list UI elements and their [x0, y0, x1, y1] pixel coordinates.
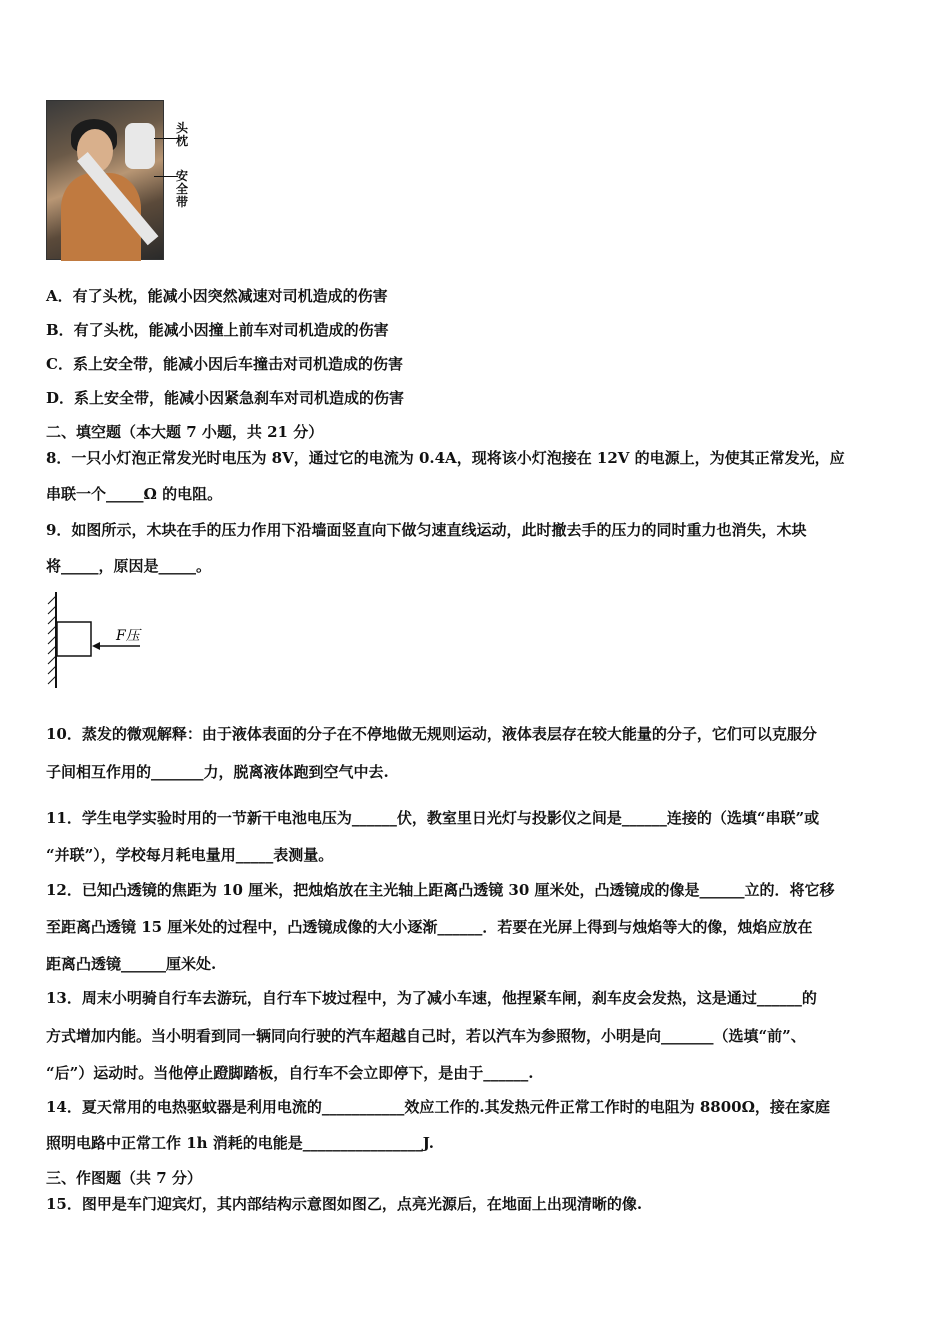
q7-option-d: D．系上安全带，能减小因紧急刹车对司机造成的伤害	[46, 389, 405, 407]
q9-line2: 将_____，原因是_____。	[46, 557, 212, 575]
wall-hatching	[48, 596, 56, 684]
label-headrest: 头枕	[176, 121, 189, 148]
q13-line3: “后”）运动时。当他停止蹬脚踏板，自行车不会立即停下，是由于______.	[46, 1064, 534, 1082]
section2-title: 二、填空题（本大题 7 小题，共 21 分）	[46, 423, 324, 441]
q12-line2: 至距离凸透镜 15 厘米处的过程中，凸透镜成像的大小逐渐______．若要在光屏上得到与烛焰等大的像，烛焰应放在	[46, 918, 813, 936]
section3-title: 三、作图题（共 7 分）	[46, 1169, 202, 1187]
q11-line2: “并联”），学校每月耗电量用_____表测量。	[46, 846, 334, 864]
force-label: F压	[116, 628, 140, 644]
headrest-shape	[125, 123, 155, 169]
q13-line1: 13．周末小明骑自行车去游玩，自行车下坡过程中，为了减小车速，他捏紧车闸，刹车皮会发热，这是通过______的	[46, 989, 817, 1007]
q8-line1: 8．一只小灯泡正常发光时电压为 8V，通过它的电流为 0.4A，现将该小灯泡接在 12V 的电源上，为使其正常发光，应	[46, 449, 845, 467]
q7-option-a: A．有了头枕，能减小因突然减速对司机造成的伤害	[46, 287, 388, 305]
wooden-block	[57, 622, 91, 656]
block-wall-figure	[44, 590, 154, 690]
q12-line1: 12．已知凸透镜的焦距为 10 厘米，把烛焰放在主光轴上距离凸透镜 30 厘米处，凸透镜成的像是______立的．将它移	[46, 881, 835, 899]
headrest-leader-line	[154, 138, 178, 139]
q11-line1: 11．学生电学实验时用的一节新干电池电压为______伏，教室里日光灯与投影仪之间是______连接的（选填“串联”或	[46, 809, 820, 827]
q10-line2: 子间相互作用的_______力，脱离液体跑到空气中去.	[46, 763, 389, 781]
q15-line1: 15．图甲是车门迎宾灯，其内部结构示意图如图乙，点亮光源后，在地面上出现清晰的像.	[46, 1195, 643, 1213]
q14-line1: 14．夏天常用的电热驱蚊器是利用电流的___________效应工作的.其发热元件正常工作时的电阻为 8800Ω，接在家庭	[46, 1098, 830, 1116]
label-seatbelt: 安全带	[176, 169, 189, 209]
force-arrow-head	[92, 642, 100, 650]
seatbelt-leader-line	[154, 176, 178, 177]
q7-option-b: B．有了头枕，能减小因撞上前车对司机造成的伤害	[46, 321, 389, 339]
q9-line1: 9．如图所示，木块在手的压力作用下沿墙面竖直向下做匀速直线运动，此时撤去手的压力的同时重力也消失，木块	[46, 521, 807, 539]
q10-line1: 10．蒸发的微观解释：由于液体表面的分子在不停地做无规则运动，液体表层存在较大能量的分子，它们可以克服分	[46, 725, 817, 743]
q7-option-c: C．系上安全带，能减小因后车撞击对司机造成的伤害	[46, 355, 403, 373]
seatbelt-figure	[46, 100, 196, 260]
q13-line2: 方式增加内能。当小明看到同一辆同向行驶的汽车超越自己时，若以汽车为参照物，小明是向_______（选填“前”、	[46, 1027, 806, 1045]
q14-line2: 照明电路中正常工作 1h 消耗的电能是________________J.	[46, 1134, 434, 1152]
q8-line2: 串联一个_____Ω 的电阻。	[46, 485, 223, 503]
q12-line3: 距离凸透镜______厘米处.	[46, 955, 217, 973]
driver-photo	[46, 100, 164, 260]
